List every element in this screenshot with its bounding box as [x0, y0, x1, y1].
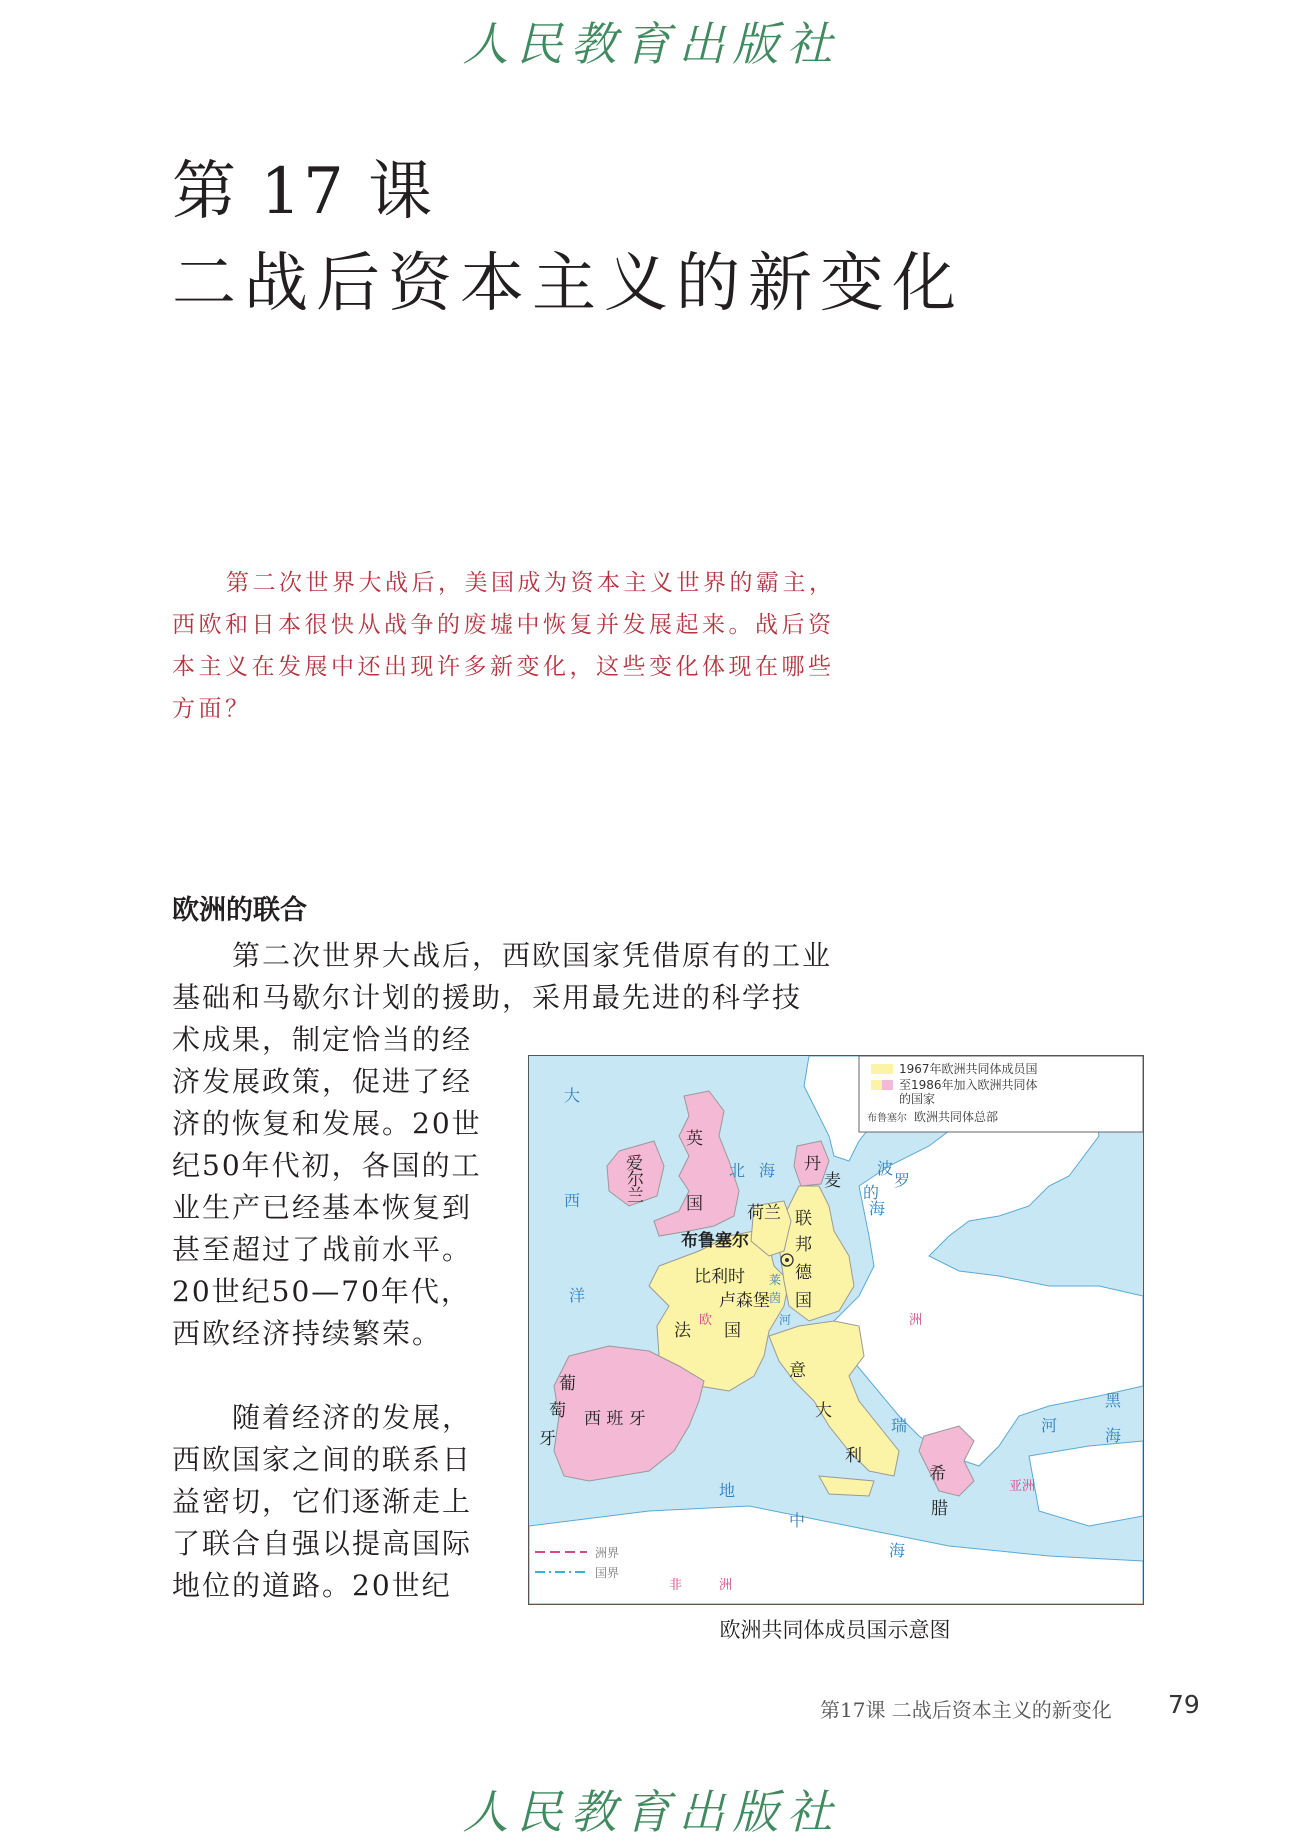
paragraph-2 [172, 1397, 492, 1607]
legend-hq-symbol-label: 布鲁塞尔 [867, 1113, 907, 1124]
land-asia [1029, 1441, 1143, 1526]
map-label-baltic-1: 波 [877, 1159, 894, 1178]
map-label-alps-2: 河 [1041, 1416, 1058, 1435]
map-label-uk-2: 国 [686, 1194, 703, 1214]
paragraph-1-wrap-text: 术成果，制定恰当的经济发展政策，促进了经济的恢复和发展。20世纪50年代初，各国的工业生产已经基本恢复到甚至超过了战前水平。20世纪50—70年代，西欧经济持续繁荣。 [172, 1023, 482, 1350]
map-label-portugal-1: 葡 [559, 1374, 576, 1394]
legend-swatch-joined-left [871, 1080, 882, 1090]
map-label-med-3: 海 [889, 1541, 906, 1560]
map-label-med-1: 地 [719, 1481, 736, 1500]
map-label-portugal-3: 牙 [539, 1429, 556, 1449]
map-label-baltic-4: 海 [869, 1199, 886, 1218]
publisher-watermark-bottom: 人民教育出版社 [462, 1785, 841, 1839]
map-label-germany-1: 联 [795, 1209, 812, 1229]
legend-continent-text: 洲界 [595, 1546, 620, 1560]
legend-joined-text-2: 的国家 [899, 1092, 936, 1106]
legend-national-text: 国界 [595, 1566, 620, 1580]
map-label-baltic-3: 的 [863, 1183, 880, 1202]
lesson-title: 二战后资本主义的新变化 [172, 247, 964, 321]
intro-question [172, 562, 844, 730]
map-label-africa-1: 非 [669, 1578, 683, 1593]
paragraph-1-top [172, 935, 852, 1019]
brussels-marker-dot [785, 1258, 789, 1262]
map-label-uk-1: 英 [686, 1129, 703, 1149]
map-label-africa-2: 洲 [719, 1578, 733, 1593]
paragraph-1-wrap [172, 1019, 492, 1355]
map-label-brussels: 布鲁塞尔 [681, 1231, 749, 1251]
map-label-north-sea-2: 海 [759, 1161, 776, 1180]
map-label-black-sea-2: 海 [1105, 1426, 1122, 1445]
map-label-europe-1: 欧 [699, 1313, 713, 1328]
map-label-black-sea-1: 黑 [1105, 1391, 1122, 1410]
map-label-rhine-1: 莱 [769, 1273, 782, 1287]
map-caption: 欧洲共同体成员国示意图 [719, 1618, 951, 1642]
legend-joined-text-1: 至1986年加入欧洲共同体 [899, 1078, 1038, 1092]
legend-swatch-joined-right [882, 1080, 893, 1090]
publisher-watermark-top: 人民教育出版社 [462, 17, 841, 71]
legend-swatch-original [871, 1064, 893, 1074]
map-label-germany-2: 邦 [795, 1235, 812, 1255]
paragraph-2-text: 随着经济的发展，西欧国家之间的联系日益密切，它们逐渐走上了联合自强以提高国际地位的道路。20世纪 [172, 1401, 473, 1602]
map-label-italy-3: 利 [845, 1446, 862, 1466]
map-label-ireland-2: 尔 [627, 1170, 644, 1190]
map-label-atlantic-2: 西 [564, 1191, 581, 1210]
map-label-denmark-2: 麦 [824, 1171, 841, 1191]
intro-text: 第二次世界大战后，美国成为资本主义世界的霸主，西欧和日本很快从战争的废墟中恢复并发展起来。战后资本主义在发展中还出现许多新变化，这些变化体现在哪些方面？ [172, 570, 836, 722]
map-label-luxembourg: 卢森堡 [719, 1291, 770, 1311]
map-label-rhine-3: 河 [779, 1313, 792, 1327]
legend-hq-text: 欧洲共同体总部 [914, 1110, 999, 1124]
map-label-belgium: 比利时 [694, 1267, 745, 1287]
map-label-ireland-3: 兰 [627, 1186, 644, 1206]
map-label-europe-2: 洲 [909, 1313, 923, 1328]
map-label-netherlands: 荷兰 [747, 1203, 781, 1223]
map-label-spain: 西 班 牙 [584, 1409, 646, 1429]
page-number: 79 [1168, 1690, 1200, 1719]
map-label-ireland-1: 爱 [626, 1154, 643, 1174]
map-label-germany-3: 德 [795, 1263, 812, 1283]
section-heading: 欧洲的联合 [172, 895, 307, 926]
paragraph-1-top-text: 第二次世界大战后，西欧国家凭借原有的工业基础和马歇尔计划的援助，采用最先进的科学技 [172, 939, 833, 1014]
ec-member-map [528, 1055, 1144, 1605]
map-label-france-1: 法 [674, 1321, 691, 1341]
map-label-north-sea-1: 北 [729, 1161, 746, 1180]
footer-running-title: 第17课 二战后资本主义的新变化 [820, 1698, 1112, 1722]
map-label-portugal-2: 萄 [549, 1401, 566, 1421]
map-label-italy-2: 大 [815, 1401, 832, 1421]
map-label-denmark-1: 丹 [804, 1154, 821, 1174]
map-label-atlantic-1: 大 [564, 1086, 581, 1105]
map-label-greece-2: 腊 [931, 1499, 948, 1519]
map-label-alps-1: 瑞 [891, 1416, 908, 1435]
map-label-france-2: 国 [724, 1321, 741, 1341]
map-label-asia: 亚洲 [1009, 1479, 1036, 1494]
lesson-number: 第 17 课 [172, 155, 435, 229]
map-label-italy-1: 意 [789, 1361, 806, 1381]
legend-original-text: 1967年欧洲共同体成员国 [899, 1062, 1038, 1076]
map-label-rhine-2: 茵 [769, 1291, 782, 1305]
map-label-med-2: 中 [789, 1511, 806, 1530]
map-label-atlantic-3: 洋 [569, 1286, 586, 1305]
map-label-baltic-2: 罗 [894, 1171, 911, 1190]
map-label-germany-4: 国 [795, 1291, 812, 1311]
map-label-greece-1: 希 [929, 1464, 946, 1484]
